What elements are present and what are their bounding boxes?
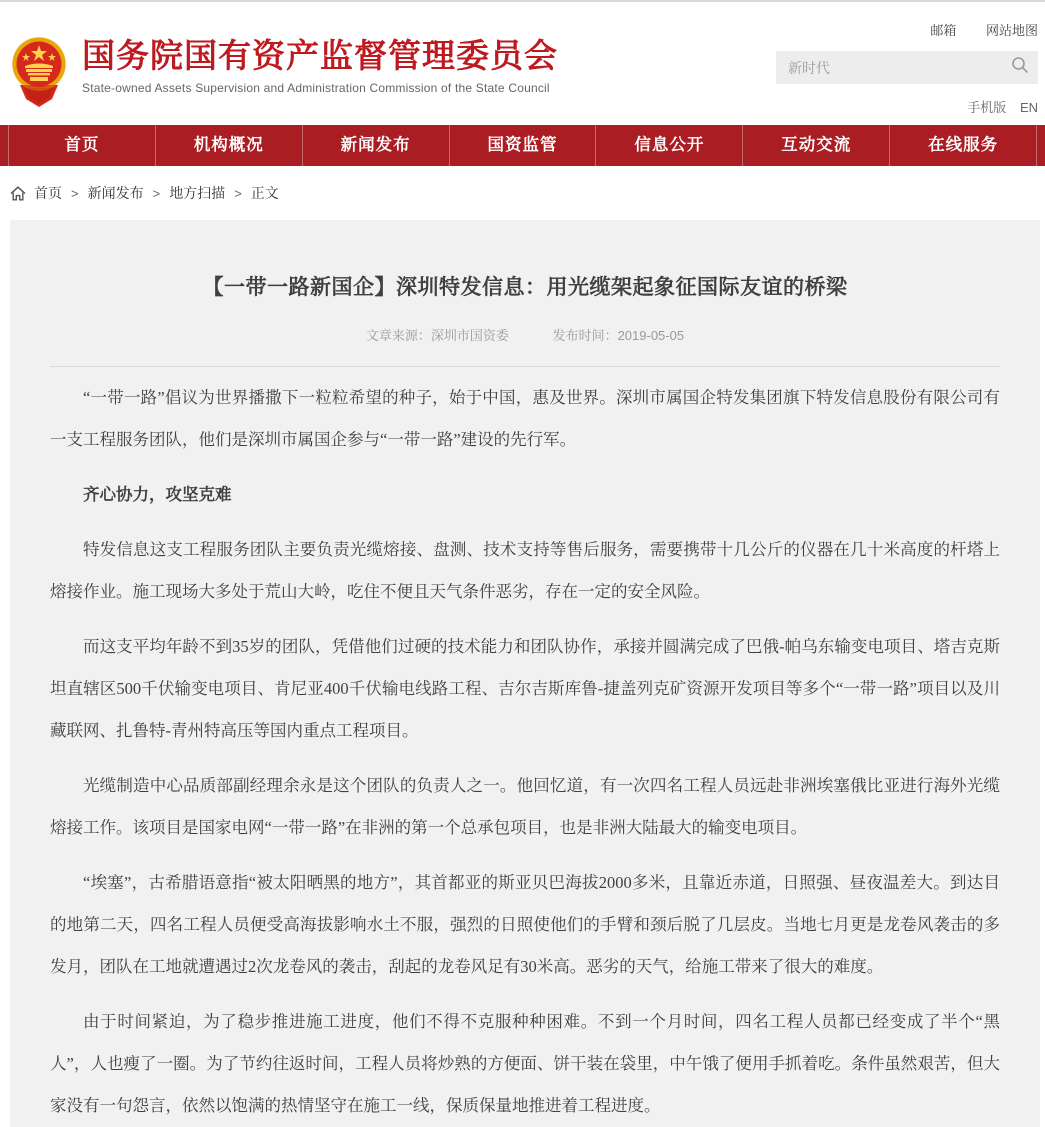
article-card <box>10 220 1040 1127</box>
article-source-label: 文章来源： <box>365 328 431 343</box>
mobile-version-link[interactable]: 手机版 <box>967 100 1007 115</box>
search-icon <box>1011 56 1029 79</box>
breadcrumb-separator: > <box>71 185 79 201</box>
article-paragraph: 特发信息这支工程服务团队主要负责光缆熔接、盘测、技术支持等售后服务，需要携带十几公斤的仪器在几十米高度的杆塔上熔接作业。施工现场大多处于荒山大岭，吃住不便且天气条件恶劣，存在一定的安全风险。 <box>50 540 1000 601</box>
article-subheading: 齐心协力，攻坚克难 <box>83 485 232 504</box>
mail-link[interactable]: 邮箱 <box>930 23 957 38</box>
breadcrumb-news[interactable]: 新闻发布 <box>87 185 144 201</box>
article-source <box>366 328 509 343</box>
search-input[interactable] <box>776 60 1002 76</box>
header-right-tools <box>776 20 1038 116</box>
national-emblem-icon <box>12 102 66 119</box>
header-top-links <box>776 20 1038 39</box>
article-date-label: 发布时间： <box>552 328 618 343</box>
article-date <box>553 328 685 343</box>
article-paragraph: “埃塞”，古希腊语意指“被太阳晒黑的地方”，其首都亚的斯亚贝巴海拔2000多米，且靠近赤道，日照强、昼夜温差大。到达目的地第二天，四名工程人员便受高海拔影响水土不服，强烈的日照使他们的手臂和颈后脱了几层皮。当地七月更是龙卷风袭击的多发月，团队在工地就遭遇过2次龙卷风的袭击，刮起的龙卷风足有30米高。恶劣的天气，给施工带来了很大的难度。 <box>50 873 1000 976</box>
article-meta <box>50 325 1000 344</box>
nav-item-supervision[interactable]: 国资监管 <box>449 125 596 166</box>
search-button[interactable] <box>1002 51 1038 84</box>
article-source-value: 深圳市国资委 <box>430 328 509 343</box>
breadcrumb-local-scan[interactable]: 地方扫描 <box>169 185 226 201</box>
nav-item-interaction[interactable]: 互动交流 <box>742 125 889 166</box>
breadcrumb-separator: > <box>152 185 161 201</box>
main-nav <box>0 125 1045 166</box>
site-header <box>0 2 1045 125</box>
site-title-block <box>82 38 558 95</box>
breadcrumb <box>0 166 1045 220</box>
article-paragraph: 由于时间紧迫，为了稳步推进施工进度，他们不得不克服种种困难。不到一个月时间，四名工程人员都已经变成了半个“黑人”，人也瘦了一圈。为了节约往返时间，工程人员将炒熟的方便面、饼干装在袋里，中午饿了便用手抓着吃。条件虽然艰苦，但大家没有一句怨言，依然以饱满的热情坚守在施工一线，保质保量地推进着工程进度。 <box>50 1012 1000 1115</box>
article-body <box>50 367 1000 1127</box>
nav-item-services[interactable]: 在线服务 <box>889 125 1037 166</box>
site-logo[interactable] <box>12 33 66 115</box>
sitemap-link[interactable]: 网站地图 <box>985 23 1038 38</box>
site-title-chinese: 国务院国有资产监督管理委员会 <box>82 37 558 74</box>
nav-item-news[interactable]: 新闻发布 <box>302 125 449 166</box>
breadcrumb-current: 正文 <box>250 185 279 201</box>
article-paragraph: 而这支平均年龄不到35岁的团队，凭借他们过硬的技术能力和团队协作，承接并圆满完成了巴俄-帕乌东输变电项目、塔吉克斯坦直辖区500千伏输变电项目、肯尼亚400千伏输电线路工程、吉尔吉斯库鲁-捷盖列克矿资源开发项目等多个“一带一路”项目以及川藏联网、扎鲁特-青州特高压等国内重点工程项目。 <box>50 637 1000 740</box>
article-paragraph: 光缆制造中心品质部副经理余永是这个团队的负责人之一。他回忆道，有一次四名工程人员远赴非洲埃塞俄比亚进行海外光缆熔接工作。该项目是国家电网“一带一路”在非洲的第一个总承包项目，也是非洲大陆最大的输变电项目。 <box>50 776 1000 837</box>
article-title: 【一带一路新国企】深圳特发信息：用光缆架起象征国际友谊的桥梁 <box>202 276 848 299</box>
breadcrumb-separator: > <box>234 185 242 201</box>
search-box <box>776 51 1038 84</box>
site-title-english: State-owned Assets Supervision and Administration Commission of the State Council <box>82 81 550 96</box>
english-version-link[interactable]: EN <box>1019 100 1038 115</box>
breadcrumb-home[interactable]: 首页 <box>34 185 62 201</box>
home-icon <box>10 186 26 201</box>
nav-item-about[interactable]: 机构概况 <box>155 125 302 166</box>
article-date-value: 2019-05-05 <box>617 328 685 343</box>
nav-item-home[interactable]: 首页 <box>8 125 155 166</box>
article-paragraph: “一带一路”倡议为世界播撒下一粒粒希望的种子，始于中国，惠及世界。深圳市属国企特发集团旗下特发信息股份有限公司有一支工程服务团队，他们是深圳市属国企参与“一带一路”建设的先行军。 <box>50 388 1000 449</box>
header-quick-links <box>776 97 1038 116</box>
nav-item-disclosure[interactable]: 信息公开 <box>595 125 742 166</box>
